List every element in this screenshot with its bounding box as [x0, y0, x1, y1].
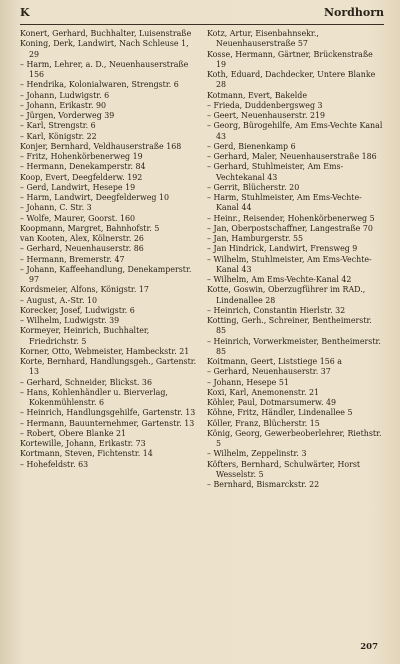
directory-entry: – Gerhard, Neuenhauserstr. 86	[20, 244, 144, 254]
directory-entry: – Frieda, Duddenbergsweg 3	[207, 100, 323, 110]
directory-entry: – Hermann, Bremerstr. 47	[20, 254, 125, 264]
directory-entry: – Johann, C. Str. 3	[20, 203, 92, 213]
directory-entry: van Kooten, Alex, Kölnerstr. 26	[20, 234, 144, 243]
directory-entry: – Johann, Ludwigstr. 6	[20, 90, 110, 100]
directory-entry: – Jan Hindrick, Landwirt, Frensweg 9	[207, 244, 358, 254]
page-header	[20, 6, 384, 22]
directory-entry: – Heinrich, Vorwerkmeister, Bentheimerstr. 85	[207, 336, 381, 356]
header-rule	[20, 24, 384, 25]
directory-entry: – Hendrika, Kolonialwaren, Strengstr. 6	[20, 80, 179, 90]
directory-entry: – Wolfe, Maurer, Goorst. 160	[20, 213, 136, 223]
directory-entry: – Harm, Lehrer, a. D., Neuenhauserstraße 156	[20, 59, 189, 79]
directory-entry: Koop, Evert, Deegfelderw. 192	[20, 172, 143, 182]
directory-entry: Kotz, Artur, Eisenbahnsekr., Neuenhauserstraße 57	[207, 29, 319, 49]
directory-entry: – Gerhard, Stuhlmeister, Am Ems-Vechtekanal 43	[207, 162, 344, 182]
directory-entry: Koth, Eduard, Dachdecker, Untere Blanke 28	[207, 70, 376, 90]
directory-entry: – Harm, Landwirt, Deegfelderweg 10	[20, 193, 169, 202]
directory-entry: – Hans, Kohlenhändler u. Bierverlag, Kokenmühlenstr. 6	[20, 387, 168, 407]
directory-entry: – Johann, Kaffeehandlung, Denekamperstr. 97	[20, 264, 192, 284]
directory-entry: – Wilhelm, Ludwigstr. 39	[20, 316, 120, 325]
directory-entry: Korner, Otto, Webmeister, Hambeckstr. 21	[20, 346, 190, 356]
directory-entry: – Gerhard, Maler, Neuenhauserstraße 186	[207, 152, 377, 161]
directory-entry: – Jürgen, Vorderweg 39	[20, 111, 115, 120]
directory-entry: – Gerd, Bienenkamp 6	[207, 141, 296, 151]
directory-entry: – Hohefeldstr. 63	[20, 459, 89, 469]
header-letter: K	[20, 6, 30, 19]
directory-entry: – Jan, Hamburgerstr. 55	[207, 234, 304, 243]
directory-entry: Kotmann, Evert, Bakelde	[207, 90, 308, 100]
directory-entry: Kotting, Gerh., Schreiner, Bentheimerstr. 85	[207, 316, 372, 336]
directory-entry: Kortmann, Steven, Fichtenstr. 14	[20, 449, 153, 459]
directory-entry: – Wilhelm, Am Ems-Vechte-Kanal 42	[207, 275, 352, 284]
directory-entry: – Fritz, Hohenkörbenerweg 19	[20, 152, 143, 161]
directory-entry: Koning, Derk, Landwirt, Nach Schleuse 1, 29	[20, 39, 189, 59]
directory-entry: – Hermann, Bauunternehmer, Gartenstr. 13	[20, 418, 195, 428]
directory-entry: Köhne, Fritz, Händler, Lindenallee 5	[207, 408, 353, 418]
directory-entry: – Johann, Erikastr. 90	[20, 100, 107, 110]
left-column	[20, 29, 197, 490]
directory-entry: – Jan, Oberpostschaffner, Langestraße 70	[207, 223, 373, 233]
directory-entry: – Heinr., Reisender, Hohenkörbenerweg 5	[207, 213, 375, 223]
directory-entry: – Wilhelm, Stuhlmeister, Am Ems-Vechte-Kanal 43	[207, 254, 372, 274]
directory-entry: Koxi, Karl, Anemonenstr. 21	[207, 387, 320, 397]
directory-entry: Köhler, Paul, Dotmarsumerw. 49	[207, 398, 337, 407]
directory-entry: – Hermann, Denekamperstr. 84	[20, 162, 146, 172]
directory-entry: – Bernhard, Bismarckstr. 22	[207, 480, 320, 489]
directory-entry: Konjer, Bernhard, Veldhauserstraße 168	[20, 141, 182, 151]
directory-entry: Köller, Franz, Blücherstr. 15	[207, 418, 320, 428]
directory-entry: – Heinrich, Handlungsgehilfe, Gartenstr. 13	[20, 408, 196, 418]
directory-entry: – Heinrich, Constantin Hierlstr. 32	[207, 305, 346, 315]
directory-entry: Kotte, Goswin, Oberzugführer im RAD., Lindenallee 28	[207, 285, 366, 305]
directory-entry: Kordsmeier, Alfons, Königstr. 17	[20, 285, 149, 295]
directory-entry: – Gerrit, Blücherstr. 20	[207, 182, 300, 192]
header-place: Nordhorn	[323, 6, 384, 19]
right-column	[207, 29, 384, 490]
directory-entry: Kormeyer, Heinrich, Buchhalter, Friedrichstr. 5	[20, 326, 150, 346]
directory-entry: Korecker, Josef, Ludwigstr. 6	[20, 305, 135, 315]
directory-entry: – Geert, Neuenhauserstr. 219	[207, 111, 326, 120]
directory-entry: – Robert, Obere Blanke 21	[20, 428, 127, 438]
directory-entry: Korte, Bernhard, Handlungsgeh., Gartenstr. 13	[20, 357, 197, 377]
entry-columns	[20, 29, 384, 490]
directory-entry: Kosse, Hermann, Gärtner, Brückenstraße 19	[207, 49, 373, 69]
directory-entry: König, Georg, Gewerbeoberlehrer, Riethstr. 5	[207, 428, 382, 448]
directory-entry: Koopmann, Margret, Bahnhofstr. 5	[20, 223, 160, 233]
directory-entry: – Gerhard, Schneider, Blickst. 36	[20, 377, 152, 387]
directory-entry: – Harm, Stuhlmeister, Am Ems-Vechte-Kanal 44	[207, 193, 362, 213]
page-number: 207	[360, 642, 378, 652]
directory-entry: – Karl, Königstr. 22	[20, 131, 97, 141]
directory-entry: Koitmann, Geert, Liststiege 156 a	[207, 357, 342, 366]
directory-entry: Kortewille, Johann, Erikastr. 73	[20, 439, 146, 448]
directory-entry: – Gerhard, Neuenhauserstr. 37	[207, 367, 331, 377]
directory-entry: Köfters, Bernhard, Schulwärter, Horst Wesselstr. 5	[207, 459, 361, 479]
directory-entry: Konert, Gerhard, Buchhalter, Luisenstraße	[20, 29, 192, 38]
directory-entry: – Wilhelm, Zeppelinstr. 3	[207, 449, 307, 459]
directory-entry: – Johann, Hesepe 51	[207, 377, 289, 387]
directory-entry: – Karl, Strengstr. 6	[20, 121, 96, 131]
directory-entry: – Gerd, Landwirt, Hesepe 19	[20, 182, 136, 192]
directory-entry: – Georg, Bürogehilfe, Am Ems-Vechte Kanal 43	[207, 121, 383, 141]
directory-entry: – August, A.-Str. 10	[20, 295, 98, 305]
